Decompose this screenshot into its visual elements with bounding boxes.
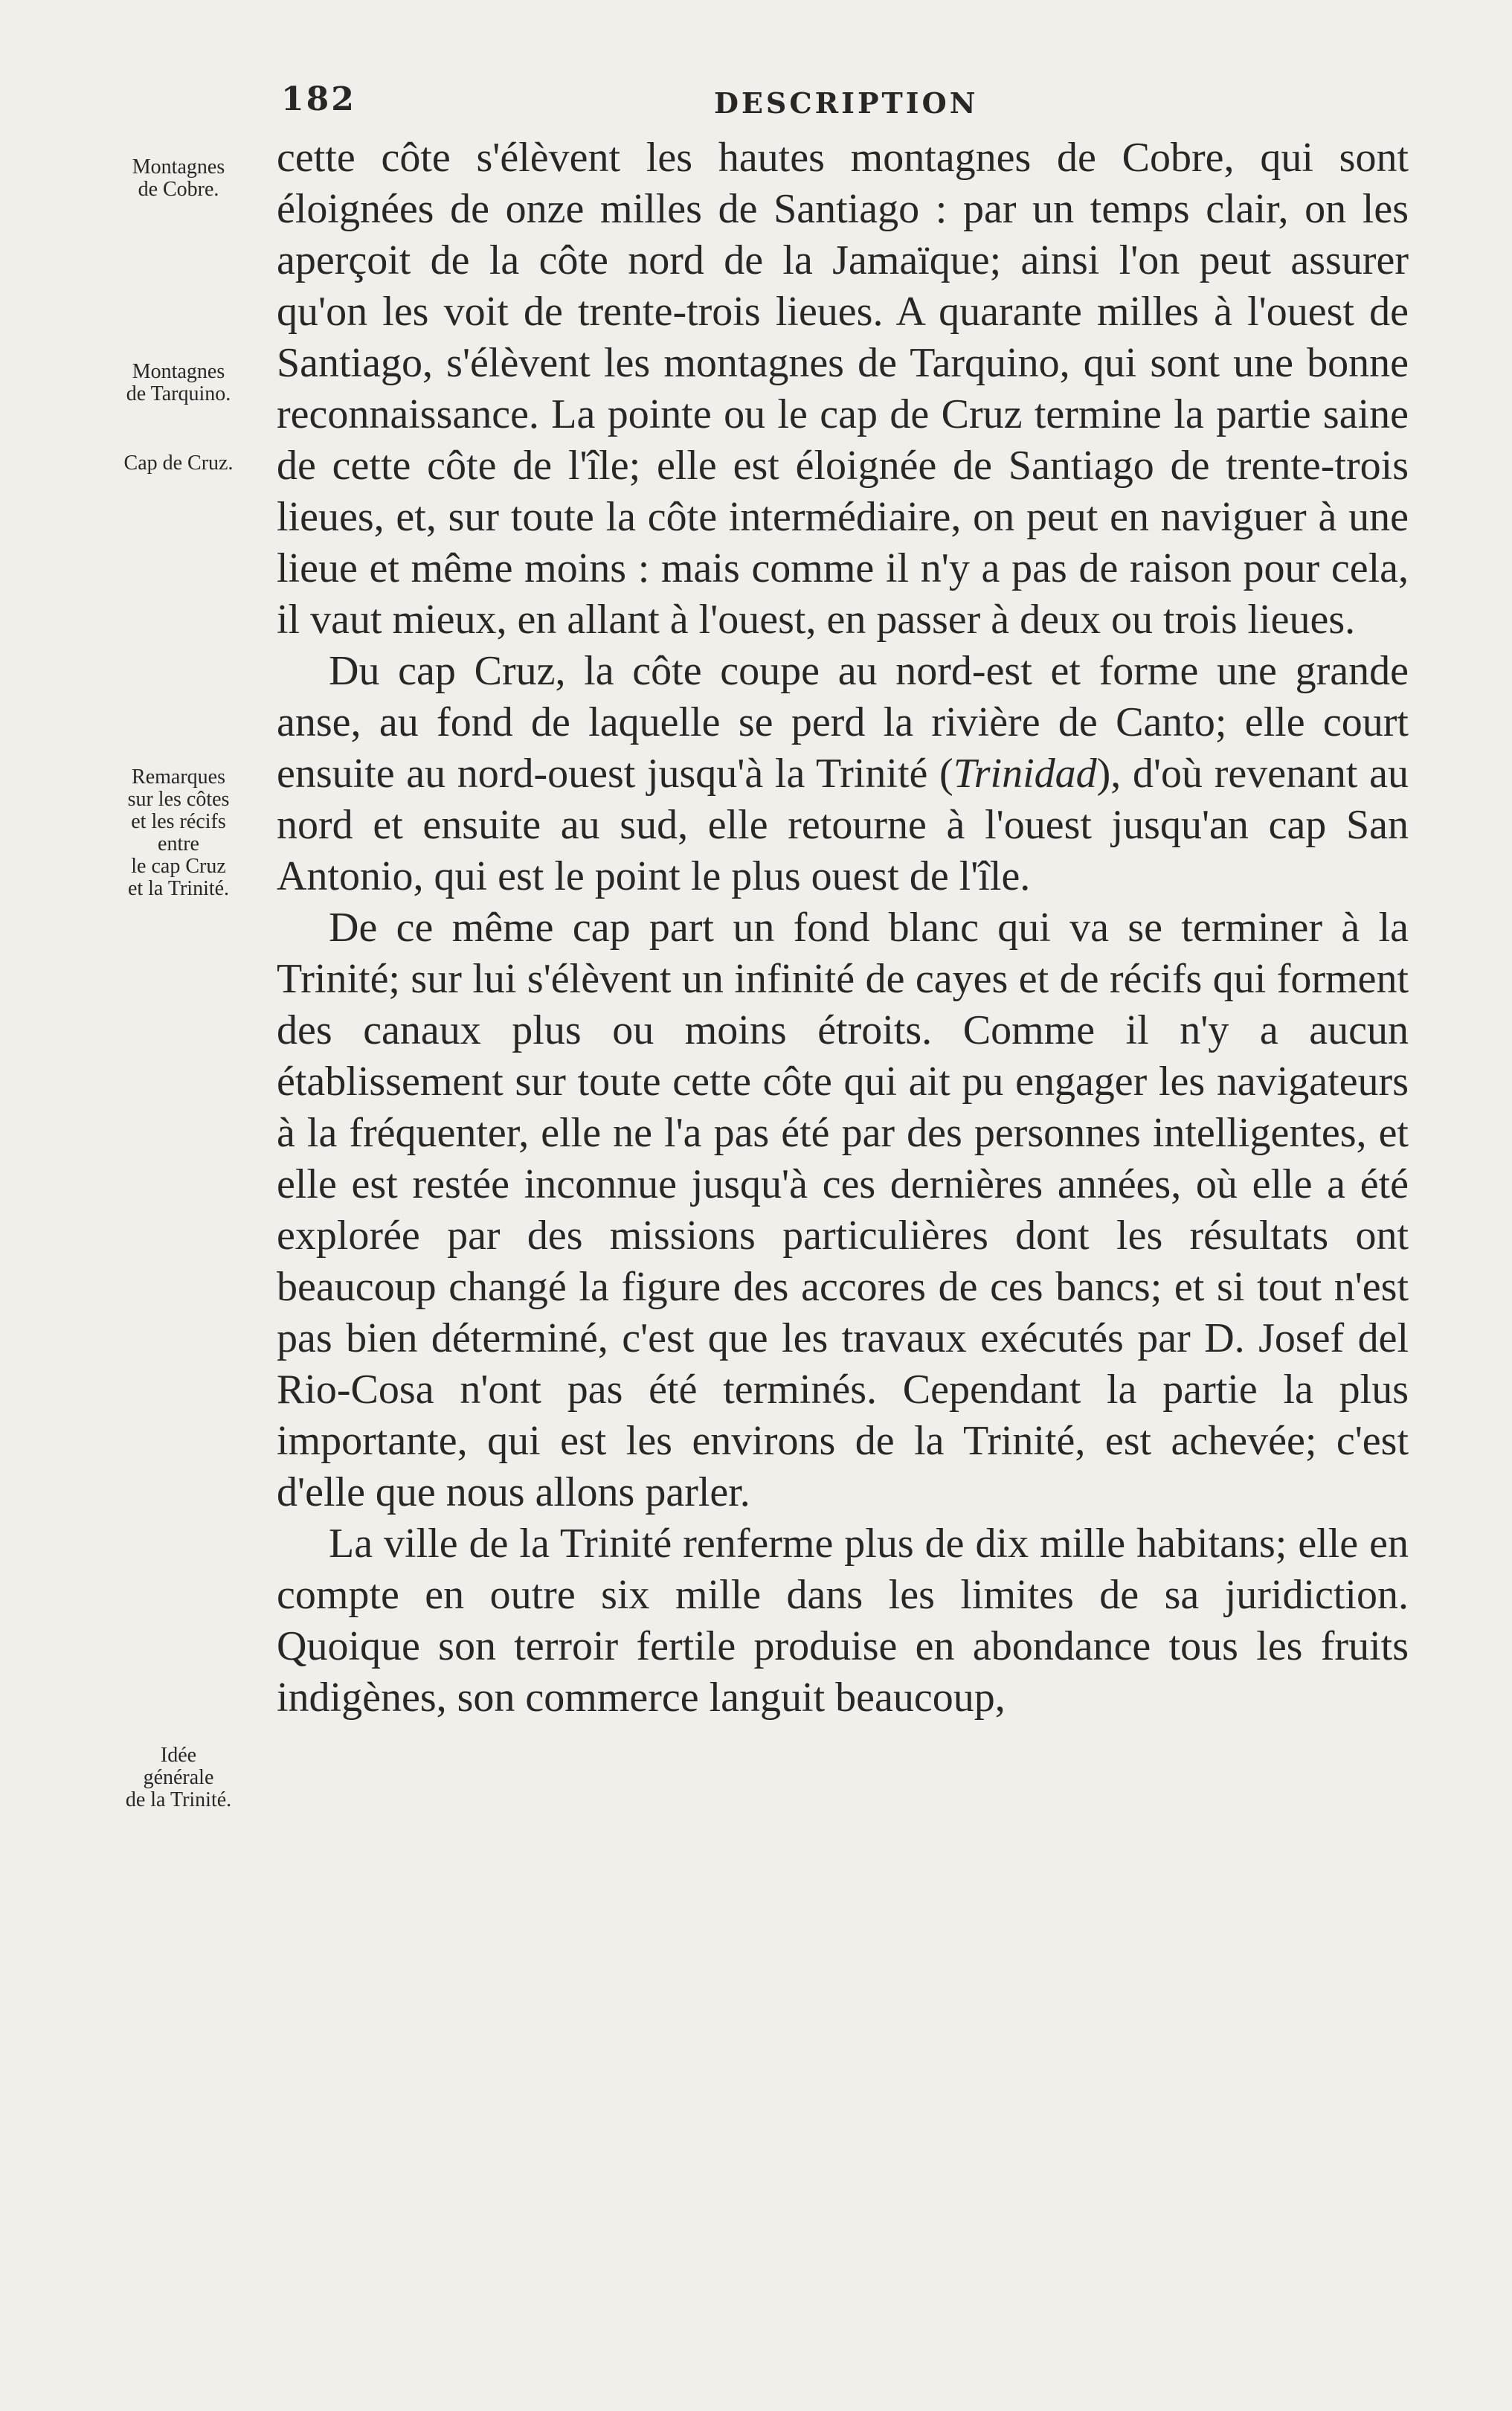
margin-note-idee-trinite (89, 1744, 268, 1811)
paragraph-3: De ce même cap part un fond blanc qui va se terminer à la Trinité; sur lui s'élèvent un infinité de cayes et de récifs qui forment des canaux plus ou moins étroits. Comme il n'y a aucun établissement sur toute cette côte qui ait pu engager les navigateurs à la fréquenter, elle ne l'a pas été par des personnes intelligentes, et elle est restée inconnue jusqu'à ces dernières années, où elle a été explorée par des missions particulières dont les résultats ont beaucoup changé la figure des accores de ces bancs; et si tout n'est pas bien déterminé, c'est que les travaux exécutés par D. Josef del Rio-Cosa n'ont pas été terminés. Cependant la partie la plus importante, qui est les environs de la Trinité, est achevée; c'est d'elle que nous allons parler. (277, 905, 1409, 1515)
margin-note-line: de la Trinité. (125, 1788, 232, 1811)
margin-note-line: Cap de Cruz. (123, 452, 234, 475)
paragraph-1: cette côte s'élèvent les hautes montagnes de Cobre, qui sont éloignées de onze milles de Santiago : par un temps clair, on les aperçoit de la côte nord de la Jamaïque; ainsi l'on peut assurer qu'on les voit de trente-trois lieues. A quarante milles à l'ouest de Santiago, s'élèvent les montagnes de Tarquino, qui sont une bonne reconnaissance. La pointe ou le cap de Cruz termine la partie saine de cette côte de l'île; elle est éloignée de Santiago de trente-trois lieues, et, sur toute la côte intermédiaire, on peut en naviguer à une lieue et même moins : mais comme il n'y a pas de raison pour cela, il vaut mieux, en allant à l'ouest, en passer à deux ou trois lieues. (277, 135, 1409, 643)
running-head: DESCRIPTION (714, 86, 979, 120)
margin-note-line: sur les côtes (127, 788, 230, 811)
margin-note-line: Montagnes (132, 155, 225, 179)
margin-note-montagnes-cobre (89, 156, 268, 201)
paragraph-2-italic: Trinidad (953, 751, 1097, 797)
margin-note-line: entre (158, 832, 199, 855)
paragraph-2-text-end: ), d'où revenant au nord et ensuite au sud, elle retourne à l'ouest jusqu'an cap San Antonio, qui est le point le plus ouest de l'île. (277, 751, 1409, 899)
margin-note-line: et les récifs (131, 810, 226, 833)
page-number: 182 (281, 80, 356, 118)
margin-note-line: Montagnes (132, 360, 225, 383)
margin-note-montagnes-tarquino (89, 361, 268, 405)
margin-note-cap-cruz (89, 452, 268, 475)
margin-note-line: et la Trinité. (127, 877, 230, 900)
margin-note-remarques (89, 766, 268, 900)
margin-note-line: le cap Cruz (131, 855, 226, 878)
body-text (277, 132, 1409, 1724)
paragraph-4: La ville de la Trinité renferme plus de dix mille habitans; elle en compte en outre six mille dans les limites de sa juridiction. Quoique son terroir fertile produise en abondance tous les fruits indigènes, son commerce languit beaucoup, (277, 1521, 1409, 1721)
paragraph-2-text: Du cap Cruz, la côte coupe au nord-est et forme une grande anse, au fond de laquelle se perd la rivière de Canto; elle court ensuite au nord-ouest jusqu'à la Trinité ( (277, 648, 1409, 797)
margin-note-line: Idée (160, 1744, 197, 1767)
margin-note-line: générale (143, 1766, 214, 1789)
margin-note-line: Remarques (132, 765, 225, 789)
margin-note-line: de Cobre. (138, 178, 219, 201)
paragraph-2 (277, 646, 1409, 902)
margin-note-line: de Tarquino. (126, 382, 231, 405)
